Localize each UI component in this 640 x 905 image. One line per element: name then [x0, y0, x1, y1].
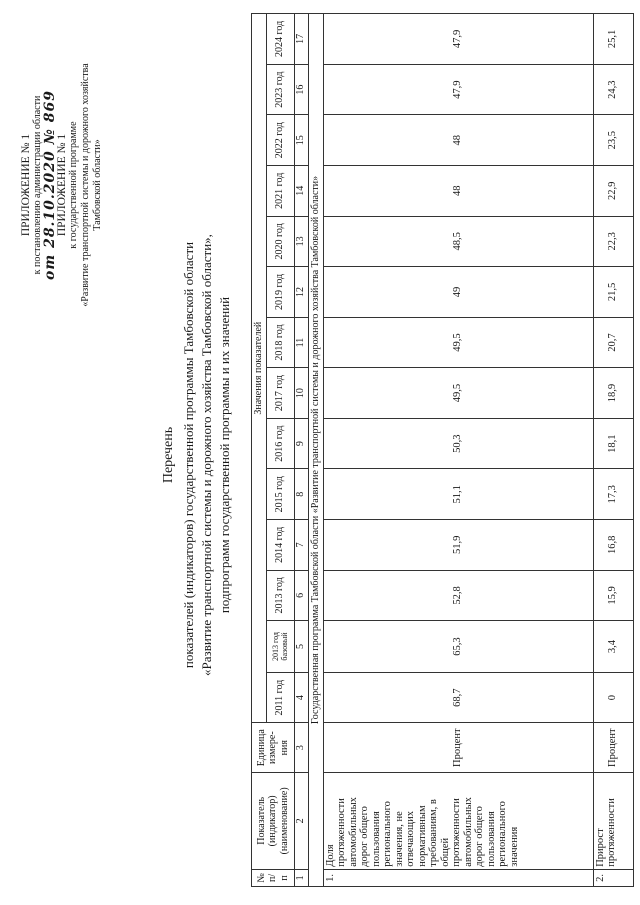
- header-year: 2023 год: [266, 64, 294, 115]
- row-value: 0: [593, 672, 633, 723]
- row-value: 52,8: [323, 570, 593, 621]
- row-number: 2.: [593, 869, 633, 886]
- row-value: 23,5: [593, 115, 633, 166]
- header-year: 2021 год: [266, 165, 294, 216]
- row-value: 49,5: [323, 368, 593, 419]
- column-number: 12: [294, 267, 308, 318]
- header-unit: Единица измере-ния: [252, 723, 295, 773]
- column-number: 7: [294, 520, 308, 571]
- appendix-heading: ПРИЛОЖЕНИЕ № 1: [20, 133, 32, 237]
- header-year: 2022 год: [266, 115, 294, 166]
- row-value: 22,9: [593, 165, 633, 216]
- row-value: 18,1: [593, 418, 633, 469]
- row-value: 17,3: [593, 469, 633, 520]
- appendix-date-number: от 28.10.2020 № 869: [42, 90, 58, 280]
- row-value: 48: [323, 115, 593, 166]
- row-value: 50,3: [323, 418, 593, 469]
- header-year: 2014 год: [266, 520, 294, 571]
- header-num: № п/п: [252, 869, 295, 886]
- column-number: 10: [294, 368, 308, 419]
- row-value: 48,5: [323, 216, 593, 267]
- column-number: 16: [294, 64, 308, 115]
- row-unit: Процент: [323, 723, 593, 773]
- header-values-group: Значения показателей: [252, 14, 267, 723]
- column-number: 17: [294, 14, 308, 65]
- row-value: 21,5: [593, 267, 633, 318]
- row-value: 48: [323, 165, 593, 216]
- row-value: 68,7: [323, 672, 593, 723]
- header-indicator: Показатель (индикатор) (наименование): [252, 772, 295, 869]
- row-value: 51,1: [323, 469, 593, 520]
- title-line-4: подпрограмм государственной программы и их значений: [217, 296, 232, 614]
- row-unit: Процент: [593, 723, 633, 773]
- section-title: Государственная программа Тамбовской области «Развитие транспортной системы и дорожного хозяйства Тамбовской области»: [308, 14, 323, 887]
- title-line-3: «Развитие транспортной системы и дорожного хозяйства Тамбовской области»,: [199, 234, 214, 676]
- column-number: 8: [294, 469, 308, 520]
- row-indicator: Доля протяженности автомобильных дорог общего пользования регионального значения, не отвечающих нормативным требованиям, в общей протяженности автомобильных дорог общего пользования регионального значения: [323, 772, 593, 869]
- appendix-program-region: Тамбовской области»: [92, 139, 103, 231]
- row-value: 49: [323, 267, 593, 318]
- column-number: 1: [294, 869, 308, 886]
- row-indicator: Прирост протяженности: [593, 772, 633, 869]
- row-value: 51,9: [323, 520, 593, 571]
- row-value: 18,9: [593, 368, 633, 419]
- title-line-2: показателей (индикаторов) государственной программы Тамбовской области: [181, 241, 196, 669]
- column-number: 3: [294, 723, 308, 773]
- header-year: 2017 год: [266, 368, 294, 419]
- row-number: 1.: [323, 869, 593, 886]
- row-value: 3,4: [593, 621, 633, 673]
- appendix-decree-line: к постановлению администрации области: [32, 95, 43, 275]
- appendix-heading-2: ПРИЛОЖЕНИЕ № 1: [56, 133, 68, 237]
- header-row-1: [252, 14, 267, 887]
- column-number: 13: [294, 216, 308, 267]
- column-number: 2: [294, 772, 308, 869]
- indicators-table: [251, 13, 634, 887]
- section-row: [308, 14, 323, 887]
- header-year: 2020 год: [266, 216, 294, 267]
- header-year: 2013 год: [266, 570, 294, 621]
- row-value: 16,8: [593, 520, 633, 571]
- title-heading: Перечень: [161, 426, 176, 484]
- column-number: 14: [294, 165, 308, 216]
- row-value: 25,1: [593, 14, 633, 65]
- appendix-block: [20, 25, 104, 345]
- header-year: 2019 год: [266, 267, 294, 318]
- document-title: [160, 205, 234, 705]
- header-year: 2015 год: [266, 469, 294, 520]
- header-year: 2024 год: [266, 14, 294, 65]
- table-row: [593, 14, 633, 887]
- row-value: 47,9: [323, 64, 593, 115]
- row-value: 47,9: [323, 14, 593, 65]
- column-number: 5: [294, 621, 308, 673]
- column-number-row: [294, 14, 308, 887]
- column-number: 11: [294, 317, 308, 368]
- header-year: 2013 год базовый: [266, 621, 294, 673]
- column-number: 6: [294, 570, 308, 621]
- column-number: 9: [294, 418, 308, 469]
- row-value: 22,3: [593, 216, 633, 267]
- row-value: 15,9: [593, 570, 633, 621]
- header-year: 2018 год: [266, 317, 294, 368]
- appendix-program-line: к государственной программе: [68, 121, 79, 249]
- row-value: 20,7: [593, 317, 633, 368]
- row-value: 49,5: [323, 317, 593, 368]
- header-year: 2016 год: [266, 418, 294, 469]
- row-value: 65,3: [323, 621, 593, 673]
- appendix-program-name: «Развитие транспортной системы и дорожного хозяйства: [80, 63, 91, 307]
- column-number: 15: [294, 115, 308, 166]
- header-year: 2011 год: [266, 672, 294, 723]
- column-number: 4: [294, 672, 308, 723]
- table-row: [323, 14, 593, 887]
- row-value: 24,3: [593, 64, 633, 115]
